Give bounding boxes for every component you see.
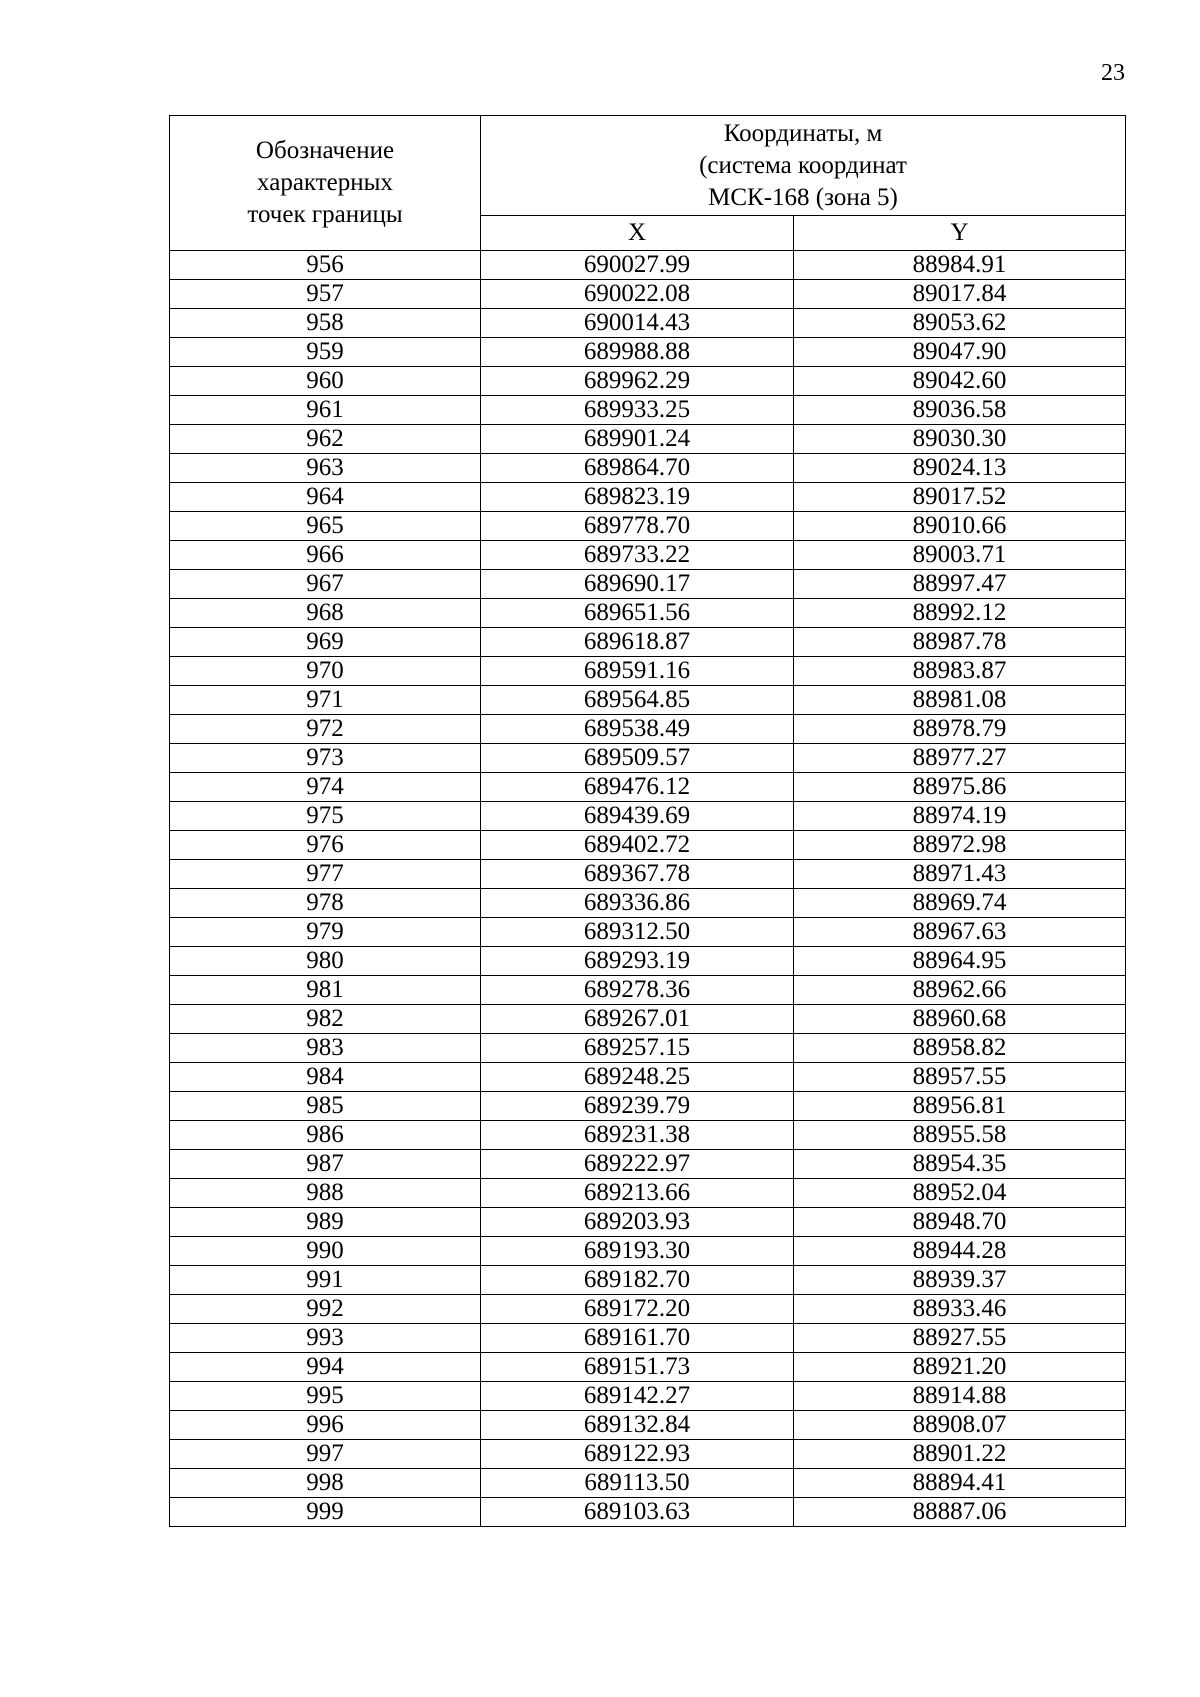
y-coordinate-cell: 88908.07 (794, 1411, 1126, 1440)
point-cell: 971 (170, 686, 481, 715)
table-row (170, 541, 1126, 570)
point-cell: 978 (170, 889, 481, 918)
x-coordinate-cell: 689864.70 (481, 454, 794, 483)
x-coordinate-cell: 690014.43 (481, 309, 794, 338)
table-row (170, 860, 1126, 889)
y-coordinate-cell: 89003.71 (794, 541, 1126, 570)
point-cell: 958 (170, 309, 481, 338)
point-cell: 972 (170, 715, 481, 744)
x-coordinate-cell: 689213.66 (481, 1179, 794, 1208)
x-coordinate-cell: 689618.87 (481, 628, 794, 657)
x-coordinate-cell: 690027.99 (481, 251, 794, 280)
x-coordinate-cell: 689203.93 (481, 1208, 794, 1237)
y-coordinate-cell: 88975.86 (794, 773, 1126, 802)
table-row (170, 280, 1126, 309)
x-coordinate-cell: 689172.20 (481, 1295, 794, 1324)
point-cell: 960 (170, 367, 481, 396)
table-row (170, 367, 1126, 396)
header-coordinates-text: Координаты, м (система координат МСК-168 (зона 5) (699, 119, 907, 211)
table-row (170, 657, 1126, 686)
y-coordinate-cell: 88901.22 (794, 1440, 1126, 1469)
table-row (170, 1005, 1126, 1034)
y-coordinate-cell: 88972.98 (794, 831, 1126, 860)
point-cell: 980 (170, 947, 481, 976)
y-coordinate-cell: 88952.04 (794, 1179, 1126, 1208)
x-coordinate-cell: 689151.73 (481, 1353, 794, 1382)
table-header (170, 116, 1126, 251)
point-cell: 970 (170, 657, 481, 686)
y-coordinate-cell: 88956.81 (794, 1092, 1126, 1121)
x-coordinate-cell: 690022.08 (481, 280, 794, 309)
point-cell: 956 (170, 251, 481, 280)
point-cell: 975 (170, 802, 481, 831)
point-cell: 993 (170, 1324, 481, 1353)
x-coordinate-cell: 689222.97 (481, 1150, 794, 1179)
y-coordinate-cell: 88987.78 (794, 628, 1126, 657)
table-row (170, 1469, 1126, 1498)
table-row (170, 1353, 1126, 1382)
table-row (170, 454, 1126, 483)
point-cell: 959 (170, 338, 481, 367)
table-row (170, 918, 1126, 947)
x-coordinate-cell: 689823.19 (481, 483, 794, 512)
x-coordinate-cell: 689293.19 (481, 947, 794, 976)
x-coordinate-cell: 689509.57 (481, 744, 794, 773)
point-cell: 968 (170, 599, 481, 628)
x-coordinate-cell: 689142.27 (481, 1382, 794, 1411)
table-row (170, 1092, 1126, 1121)
y-coordinate-cell: 88957.55 (794, 1063, 1126, 1092)
y-coordinate-cell: 89053.62 (794, 309, 1126, 338)
x-coordinate-cell: 689367.78 (481, 860, 794, 889)
point-cell: 961 (170, 396, 481, 425)
table-row (170, 1237, 1126, 1266)
x-coordinate-cell: 689538.49 (481, 715, 794, 744)
table-row (170, 599, 1126, 628)
point-cell: 991 (170, 1266, 481, 1295)
x-coordinate-cell: 689901.24 (481, 425, 794, 454)
y-coordinate-cell: 88954.35 (794, 1150, 1126, 1179)
y-coordinate-cell: 89017.52 (794, 483, 1126, 512)
header-y: Y (794, 216, 1126, 251)
point-cell: 974 (170, 773, 481, 802)
x-coordinate-cell: 689161.70 (481, 1324, 794, 1353)
table-row (170, 570, 1126, 599)
x-coordinate-cell: 689690.17 (481, 570, 794, 599)
y-coordinate-cell: 88914.88 (794, 1382, 1126, 1411)
y-coordinate-cell: 89024.13 (794, 454, 1126, 483)
point-cell: 976 (170, 831, 481, 860)
header-point-designation (170, 116, 481, 251)
table-row (170, 1208, 1126, 1237)
x-coordinate-cell: 689988.88 (481, 338, 794, 367)
header-point-designation-text: Обозначение характерных точек границы (247, 137, 403, 228)
x-coordinate-cell: 689103.63 (481, 1498, 794, 1527)
y-coordinate-cell: 88927.55 (794, 1324, 1126, 1353)
table-row (170, 1063, 1126, 1092)
point-cell: 973 (170, 744, 481, 773)
table-row (170, 1150, 1126, 1179)
table-row (170, 628, 1126, 657)
table-row (170, 744, 1126, 773)
y-coordinate-cell: 88944.28 (794, 1237, 1126, 1266)
x-coordinate-cell: 689336.86 (481, 889, 794, 918)
y-coordinate-cell: 88992.12 (794, 599, 1126, 628)
x-coordinate-cell: 689231.38 (481, 1121, 794, 1150)
x-coordinate-cell: 689402.72 (481, 831, 794, 860)
table-row (170, 251, 1126, 280)
table-row (170, 1411, 1126, 1440)
y-coordinate-cell: 88960.68 (794, 1005, 1126, 1034)
y-coordinate-cell: 88955.58 (794, 1121, 1126, 1150)
x-coordinate-cell: 689778.70 (481, 512, 794, 541)
table-row (170, 802, 1126, 831)
y-coordinate-cell: 89010.66 (794, 512, 1126, 541)
x-coordinate-cell: 689278.36 (481, 976, 794, 1005)
point-cell: 984 (170, 1063, 481, 1092)
y-coordinate-cell: 88981.08 (794, 686, 1126, 715)
y-coordinate-cell: 89030.30 (794, 425, 1126, 454)
point-cell: 994 (170, 1353, 481, 1382)
coordinates-table (169, 115, 1126, 1527)
table-row (170, 1382, 1126, 1411)
point-cell: 957 (170, 280, 481, 309)
point-cell: 992 (170, 1295, 481, 1324)
y-coordinate-cell: 88969.74 (794, 889, 1126, 918)
table-row (170, 686, 1126, 715)
table-row (170, 715, 1126, 744)
x-coordinate-cell: 689132.84 (481, 1411, 794, 1440)
y-coordinate-cell: 88974.19 (794, 802, 1126, 831)
y-coordinate-cell: 88971.43 (794, 860, 1126, 889)
x-coordinate-cell: 689733.22 (481, 541, 794, 570)
table-row (170, 1179, 1126, 1208)
x-coordinate-cell: 689933.25 (481, 396, 794, 425)
y-coordinate-cell: 88967.63 (794, 918, 1126, 947)
x-coordinate-cell: 689257.15 (481, 1034, 794, 1063)
point-cell: 981 (170, 976, 481, 1005)
table-row (170, 947, 1126, 976)
table-row (170, 773, 1126, 802)
x-coordinate-cell: 689193.30 (481, 1237, 794, 1266)
y-coordinate-cell: 88939.37 (794, 1266, 1126, 1295)
table-row (170, 1498, 1126, 1527)
table-row (170, 1266, 1126, 1295)
point-cell: 989 (170, 1208, 481, 1237)
x-coordinate-cell: 689476.12 (481, 773, 794, 802)
point-cell: 987 (170, 1150, 481, 1179)
y-coordinate-cell: 89036.58 (794, 396, 1126, 425)
point-cell: 967 (170, 570, 481, 599)
y-coordinate-cell: 88894.41 (794, 1469, 1126, 1498)
x-coordinate-cell: 689651.56 (481, 599, 794, 628)
header-x: X (481, 216, 794, 251)
table-row (170, 831, 1126, 860)
point-cell: 982 (170, 1005, 481, 1034)
table-row (170, 889, 1126, 918)
point-cell: 996 (170, 1411, 481, 1440)
y-coordinate-cell: 89047.90 (794, 338, 1126, 367)
y-coordinate-cell: 88962.66 (794, 976, 1126, 1005)
point-cell: 979 (170, 918, 481, 947)
y-coordinate-cell: 88977.27 (794, 744, 1126, 773)
table-row (170, 338, 1126, 367)
x-coordinate-cell: 689113.50 (481, 1469, 794, 1498)
x-coordinate-cell: 689248.25 (481, 1063, 794, 1092)
point-cell: 998 (170, 1469, 481, 1498)
point-cell: 999 (170, 1498, 481, 1527)
y-coordinate-cell: 88978.79 (794, 715, 1126, 744)
y-coordinate-cell: 88958.82 (794, 1034, 1126, 1063)
point-cell: 963 (170, 454, 481, 483)
x-coordinate-cell: 689182.70 (481, 1266, 794, 1295)
y-coordinate-cell: 88983.87 (794, 657, 1126, 686)
table-row (170, 309, 1126, 338)
x-coordinate-cell: 689564.85 (481, 686, 794, 715)
y-coordinate-cell: 88964.95 (794, 947, 1126, 976)
y-coordinate-cell: 88997.47 (794, 570, 1126, 599)
point-cell: 983 (170, 1034, 481, 1063)
table-row (170, 512, 1126, 541)
table-row (170, 1034, 1126, 1063)
x-coordinate-cell: 689591.16 (481, 657, 794, 686)
point-cell: 964 (170, 483, 481, 512)
header-coordinates (481, 116, 1126, 216)
y-coordinate-cell: 88887.06 (794, 1498, 1126, 1527)
point-cell: 988 (170, 1179, 481, 1208)
y-coordinate-cell: 88921.20 (794, 1353, 1126, 1382)
table-row (170, 1440, 1126, 1469)
x-coordinate-cell: 689239.79 (481, 1092, 794, 1121)
table-body (170, 251, 1126, 1527)
table-row (170, 483, 1126, 512)
point-cell: 990 (170, 1237, 481, 1266)
header-row-main (170, 116, 1126, 216)
x-coordinate-cell: 689312.50 (481, 918, 794, 947)
point-cell: 997 (170, 1440, 481, 1469)
point-cell: 995 (170, 1382, 481, 1411)
y-coordinate-cell: 88933.46 (794, 1295, 1126, 1324)
x-coordinate-cell: 689962.29 (481, 367, 794, 396)
table-row (170, 1295, 1126, 1324)
x-coordinate-cell: 689122.93 (481, 1440, 794, 1469)
y-coordinate-cell: 88984.91 (794, 251, 1126, 280)
point-cell: 965 (170, 512, 481, 541)
point-cell: 962 (170, 425, 481, 454)
point-cell: 969 (170, 628, 481, 657)
point-cell: 977 (170, 860, 481, 889)
table-row (170, 396, 1126, 425)
y-coordinate-cell: 89042.60 (794, 367, 1126, 396)
page-number: 23 (1101, 60, 1125, 86)
point-cell: 985 (170, 1092, 481, 1121)
y-coordinate-cell: 89017.84 (794, 280, 1126, 309)
table-row (170, 1121, 1126, 1150)
table-row (170, 425, 1126, 454)
y-coordinate-cell: 88948.70 (794, 1208, 1126, 1237)
table-row (170, 976, 1126, 1005)
point-cell: 986 (170, 1121, 481, 1150)
x-coordinate-cell: 689267.01 (481, 1005, 794, 1034)
x-coordinate-cell: 689439.69 (481, 802, 794, 831)
table-row (170, 1324, 1126, 1353)
point-cell: 966 (170, 541, 481, 570)
